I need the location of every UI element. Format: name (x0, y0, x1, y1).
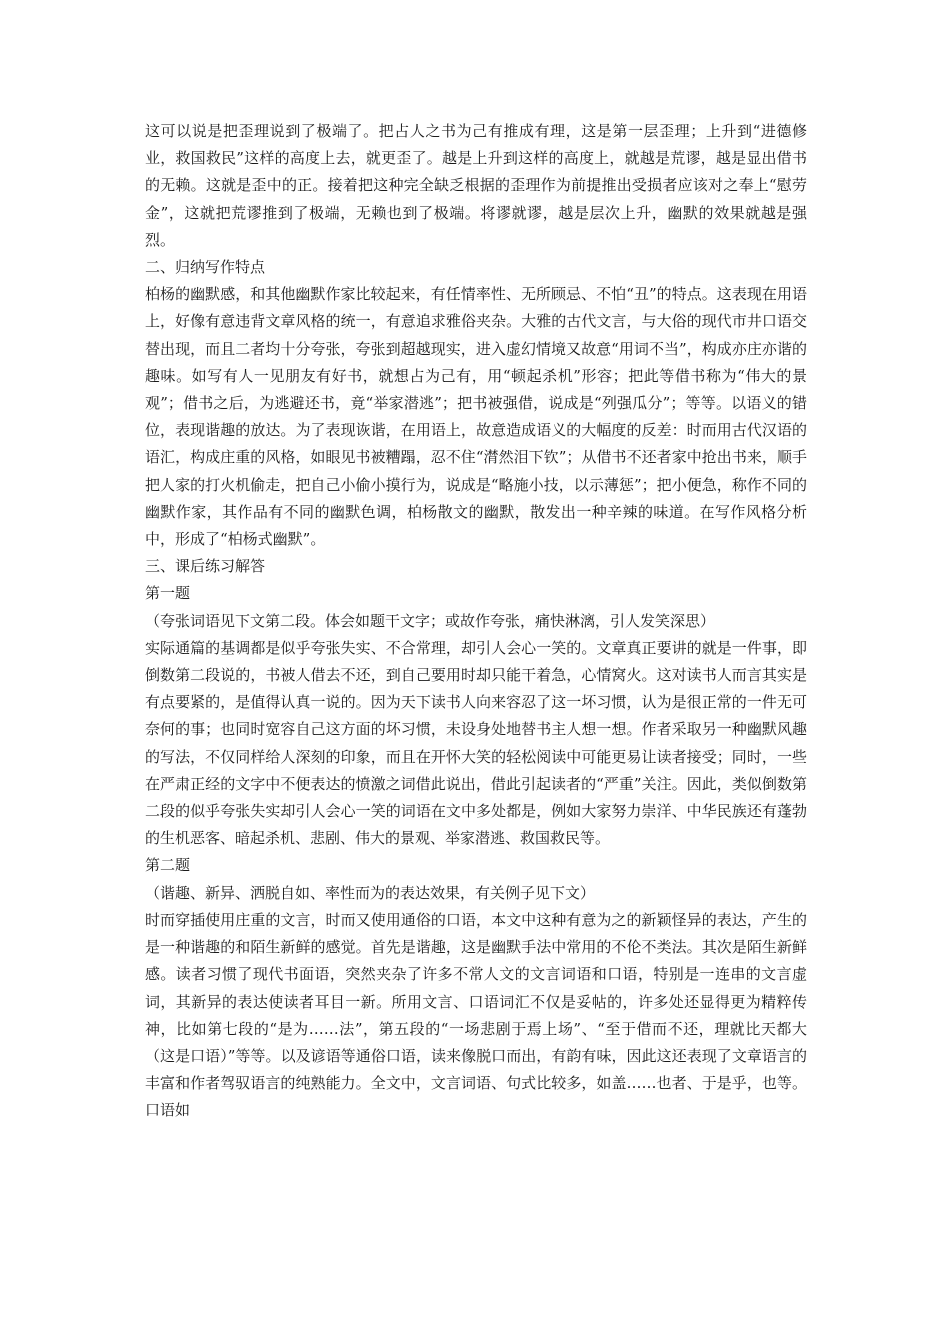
section-heading-writing-features: 二、归纳写作特点 (145, 258, 266, 277)
document-page (145, 118, 807, 1125)
section-heading-exercise-answers: 三、课后练习解答 (145, 557, 266, 576)
paragraph-writing-features: 柏杨的幽默感，和其他幽默作家比较起来，有任情率性、无所顾忌、不怕“丑”的特点。这表现在用语上，好像有意违背文章风格的统一，有意追求雅俗夹杂。大雅的古代文言，与大俗的现代市井口语交替出现，而且二者均十分夸张，夸张到超越现实，进入虚幻情境又故意“用词不当”，构成亦庄亦谐的趣味。如写有人一见朋友有好书，就想占为己有，用“顿起杀机”形容；把此等借书称为“伟大的景观”；借书之后，为逃避还书，竟“举家潜逃”；把书被强借，说成是“列强瓜分”；等等。以语义的错位，表现谐趣的放达。为了表现诙谐，在用语上，故意造成语义的大幅度的反差：时而用古代汉语的语汇，构成庄重的风格，如眼见书被糟蹋，忍不住“潸然泪下钦”；从借书不还者家中抢出书来，顺手把人家的打火机偷走，把自己小偷小摸行为，说成是“略施小技，以示薄惩”；把小便急，称作不同的幽默作家，其作品有不同的幽默色调，柏杨散文的幽默，散发出一种辛辣的味道。在写作风格分析中，形成了“柏杨式幽默”。 (145, 285, 807, 549)
paragraph-argument-analysis: 这可以说是把歪理说到了极端了。把占人之书为己有推成有理，这是第一层歪理；上升到“进德修业，救国救民”这样的高度上去，就更歪了。越是上升到这样的高度上，就越是荒谬，越是显出借书的无赖。这就是歪中的正。接着把这种完全缺乏根据的歪理作为前提推出受损者应该对之奉上“慰劳金”，这就把荒谬推到了极端，无赖也到了极端。将谬就谬，越是层次上升，幽默的效果就越是强烈。 (145, 122, 807, 249)
question-heading-2: 第二题 (145, 856, 191, 875)
question-1-answer: 实际通篇的基调都是似乎夸张失实、不合常理，却引人会心一笑的。文章真正要讲的就是一件事，即倒数第二段说的，书被人借去不还，到自己要用时却只能干着急，心情窝火。这对读书人而言其实是有点要紧的，是值得认真一说的。因为天下读书人向来容忍了这一坏习惯，认为是很正常的一件无可奈何的事；也同时宽容自己这方面的坏习惯，未设身处地替书主人想一想。作者采取另一种幽默风趣的写法，不仅同样给人深刻的印象，而且在开怀大笑的轻松阅读中可能更易让读者接受；同时，一些在严肃正经的文字中不便表达的愤激之词借此说出，借此引起读者的“严重”关注。因此，类似倒数第二段的似乎夸张失实却引人会心一笑的词语在文中多处都是，例如大家努力崇洋、中华民族还有蓬勃的生机恶客、暗起杀机、悲剧、伟大的景观、举家潜逃、救国救民等。 (145, 638, 807, 848)
question-heading-1: 第一题 (145, 584, 191, 603)
question-1-hint: （夸张词语见下文第二段。体会如题干文字；或故作夸张，痛快淋漓，引人发笑深思） (145, 611, 716, 630)
question-2-hint: （谐趣、新异、洒脱自如、率性而为的表达效果，有关例子见下文） (145, 883, 596, 902)
question-2-answer: 时而穿插使用庄重的文言，时而又使用通俗的口语，本文中这种有意为之的新颖怪异的表达，产生的是一种谐趣的和陌生新鲜的感觉。首先是谐趣，这是幽默手法中常用的不伦不类法。其次是陌生新鲜感。读者习惯了现代书面语，突然夹杂了许多不常人文的文言词语和口语，特别是一连串的文言虚词，其新异的表达使读者耳目一新。所用文言、口语词汇不仅是妥帖的，许多处还显得更为精粹传神，比如第七段的“是为……法”，第五段的“一场悲剧于焉上场”、“至于借而不还，理就比天都大（这是口语）”等等。以及谚语等通俗口语，读来像脱口而出，有韵有味，因此这还表现了文章语言的丰富和作者驾驭语言的纯熟能力。全文中，文言词语、句式比较多，如盖……也者、于是乎，也等。口语如 (145, 910, 807, 1120)
